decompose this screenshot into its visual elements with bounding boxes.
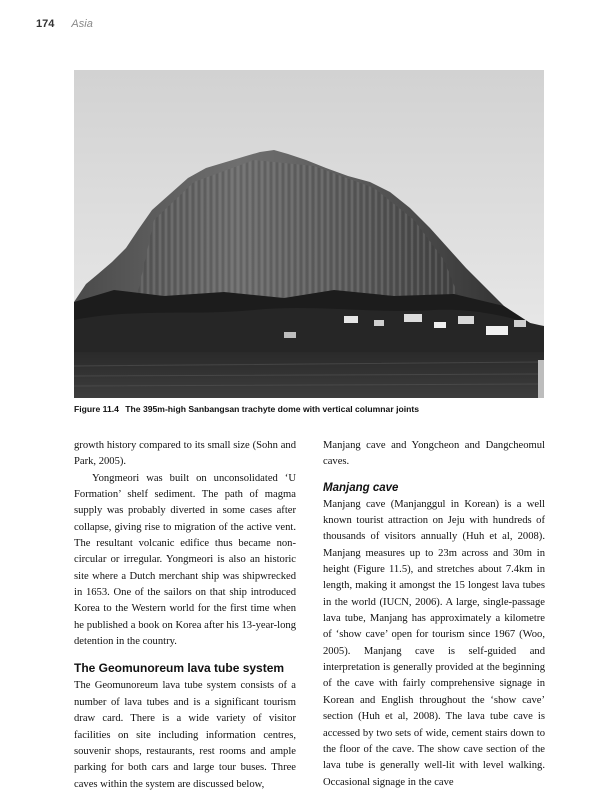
figure-caption-text: The 395m-high Sanbangsan trachyte dome with vertical columnar joints <box>125 404 419 414</box>
figure-caption <box>74 404 544 414</box>
paragraph: Manjang cave and Yongcheon and Dangcheomul caves. <box>323 440 545 468</box>
page-header <box>36 18 93 30</box>
page-number: 174 <box>36 18 55 30</box>
section-heading: The Geomunoreum lava tube system <box>74 661 285 676</box>
paragraph: growth history compared to its small size (Sohn and Park, 2005). <box>74 440 296 468</box>
paragraph: Manjang cave (Manjanggul in Korean) is a well known tourist attraction on Jeju with hundreds of thousands of visitors annually (Huh et al, 2008). Manjang measures up to 23m across and 30m in height (Figure 11.5), and stretches about 7.4km in length, making it amongst the 15 longest lava tubes in the world (IUCN, 2006). A large, single-passage lava tube, Manjang has approximately a kilometre of ‘show cave’ open for tourism since 1967 (Woo, 2005). Manjang cave is self-guided and interpretation is generally provided at the beginning of the cave with fairly comprehensive signage in Korean and English throughout the ‘show cave’ section (Huh et al, 2008). The lava tube cave is accessed by two sets of wide, cement stairs down to the floor of the cave. The show cave section of the lava tube is generally well-lit with level walking. Occasional signage in the cave <box>323 498 545 788</box>
right-column <box>323 438 545 791</box>
paragraph: The Geomunoreum lava tube system consists of a number of lava tubes and is a significant tourism draw card. There is a wide variety of visitor facilities on site including information centres, souvenir shops, restaurants, rest rooms and ample parking for both cars and large tour buses. Three caves within the system are discussed below, <box>74 680 296 790</box>
left-column <box>74 438 296 793</box>
paragraph: Yongmeori was built on unconsolidated ‘U Formation’ shelf sediment. The path of magma supply was probably diverted in some cases after collapse, giving rise to migration of the active vent. The resultant volcanic edifice thus became non-circular or irregular. Yongmeori is also an historic site where a Dutch merchant ship was shipwrecked in 1653. One of the sailors on that ship introduced Korea to the Western world for the first time when he published a book on Korea after his 13-year-long detention in the country. <box>74 472 296 648</box>
running-title: Asia <box>71 18 93 30</box>
figure-label: Figure 11.4 <box>74 404 119 414</box>
subsection-heading: Manjang cave <box>323 481 399 494</box>
figure-photo <box>74 70 544 398</box>
